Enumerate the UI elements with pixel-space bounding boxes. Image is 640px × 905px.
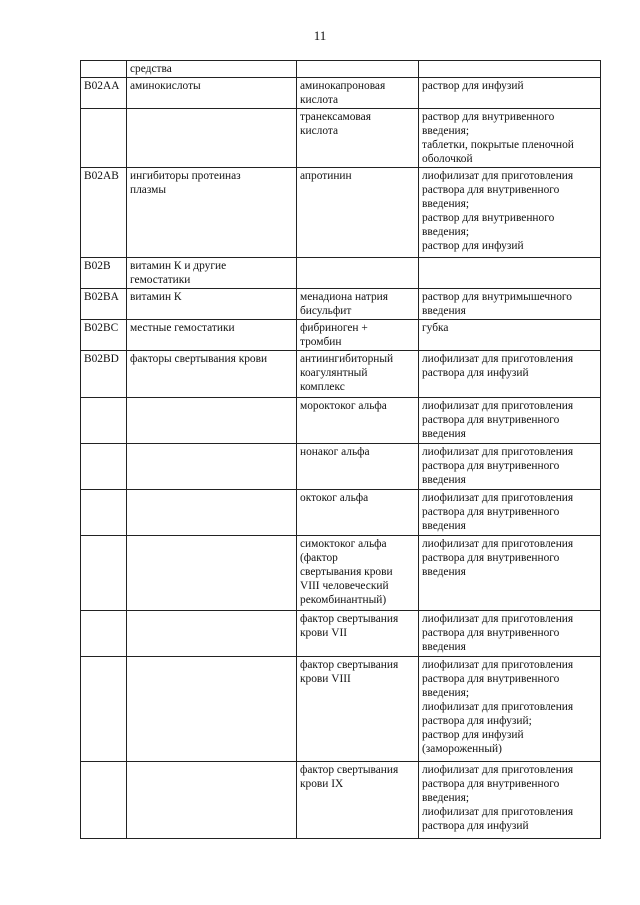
group-name-cell [127,444,297,490]
atc-code-cell [81,109,127,168]
atc-code-cell [81,444,127,490]
table-row [81,490,601,536]
dosage-form-cell [419,258,601,289]
atc-code-cell: B02AB [81,168,127,258]
dosage-form-cell: лиофилизат для приготовления раствора для инфузий [419,351,601,398]
table-row [81,536,601,611]
table-row [81,258,601,289]
inn-cell: мороктоког альфа [297,398,419,444]
table-row [81,168,601,258]
table-row [81,289,601,320]
atc-code-cell [81,61,127,78]
atc-code-cell [81,657,127,762]
group-name-cell [127,490,297,536]
inn-cell: фибриноген + тромбин [297,320,419,351]
table-row [81,657,601,762]
inn-cell: менадиона натрия бисульфит [297,289,419,320]
group-name-cell [127,536,297,611]
group-name-cell: местные гемостатики [127,320,297,351]
inn-cell: аминокапроновая кислота [297,78,419,109]
dosage-form-cell: раствор для инфузий [419,78,601,109]
inn-cell [297,258,419,289]
dosage-form-cell: лиофилизат для приготовления раствора для внутривенного введения [419,611,601,657]
atc-code-cell [81,611,127,657]
inn-cell: транексамовая кислота [297,109,419,168]
dosage-form-cell: лиофилизат для приготовления раствора для внутривенного введения; лиофилизат для приготовления раствора для инфузий [419,762,601,839]
atc-code-cell: B02B [81,258,127,289]
dosage-form-cell: лиофилизат для приготовления раствора для внутривенного введения [419,490,601,536]
table-row [81,109,601,168]
group-name-cell: аминокислоты [127,78,297,109]
inn-cell: апротинин [297,168,419,258]
table-row [81,320,601,351]
table-row [81,78,601,109]
drug-table [80,60,601,839]
table-row [81,444,601,490]
group-name-cell [127,109,297,168]
inn-cell: фактор свертывания крови IX [297,762,419,839]
dosage-form-cell: раствор для внутримышечного введения [419,289,601,320]
atc-code-cell [81,490,127,536]
page-number: 11 [313,28,327,43]
inn-cell: симоктоког альфа (фактор свертывания крови VIII человеческий рекомбинантный) [297,536,419,611]
group-name-cell [127,657,297,762]
table-row [81,61,601,78]
table-row [81,398,601,444]
table-row [81,351,601,398]
table-row [81,611,601,657]
atc-code-cell [81,762,127,839]
inn-cell: антиингибиторный коагулянтный комплекс [297,351,419,398]
inn-cell: фактор свертывания крови VII [297,611,419,657]
inn-cell: фактор свертывания крови VIII [297,657,419,762]
dosage-form-cell: лиофилизат для приготовления раствора для внутривенного введения [419,444,601,490]
group-name-cell [127,762,297,839]
dosage-form-cell: лиофилизат для приготовления раствора для внутривенного введения [419,536,601,611]
dosage-form-cell: лиофилизат для приготовления раствора для внутривенного введения [419,398,601,444]
group-name-cell: факторы свертывания крови [127,351,297,398]
dosage-form-cell: лиофилизат для приготовления раствора для внутривенного введения; раствор для внутривенного введения; раствор для инфузий [419,168,601,258]
dosage-form-cell: лиофилизат для приготовления раствора для внутривенного введения; лиофилизат для приготовления раствора для инфузий; раствор для инфузий (замороженный) [419,657,601,762]
atc-code-cell [81,536,127,611]
dosage-form-cell [419,61,601,78]
atc-code-cell: B02BA [81,289,127,320]
atc-code-cell: B02AA [81,78,127,109]
dosage-form-cell: раствор для внутривенного введения; таблетки, покрытые пленочной оболочкой [419,109,601,168]
inn-cell [297,61,419,78]
atc-code-cell: B02BD [81,351,127,398]
dosage-form-cell: губка [419,320,601,351]
group-name-cell: ингибиторы протеиназ плазмы [127,168,297,258]
atc-code-cell: B02BC [81,320,127,351]
group-name-cell [127,611,297,657]
atc-code-cell [81,398,127,444]
inn-cell: нонаког альфа [297,444,419,490]
group-name-cell: средства [127,61,297,78]
group-name-cell: витамин К [127,289,297,320]
group-name-cell [127,398,297,444]
table-row [81,762,601,839]
group-name-cell: витамин К и другие гемостатики [127,258,297,289]
inn-cell: октоког альфа [297,490,419,536]
